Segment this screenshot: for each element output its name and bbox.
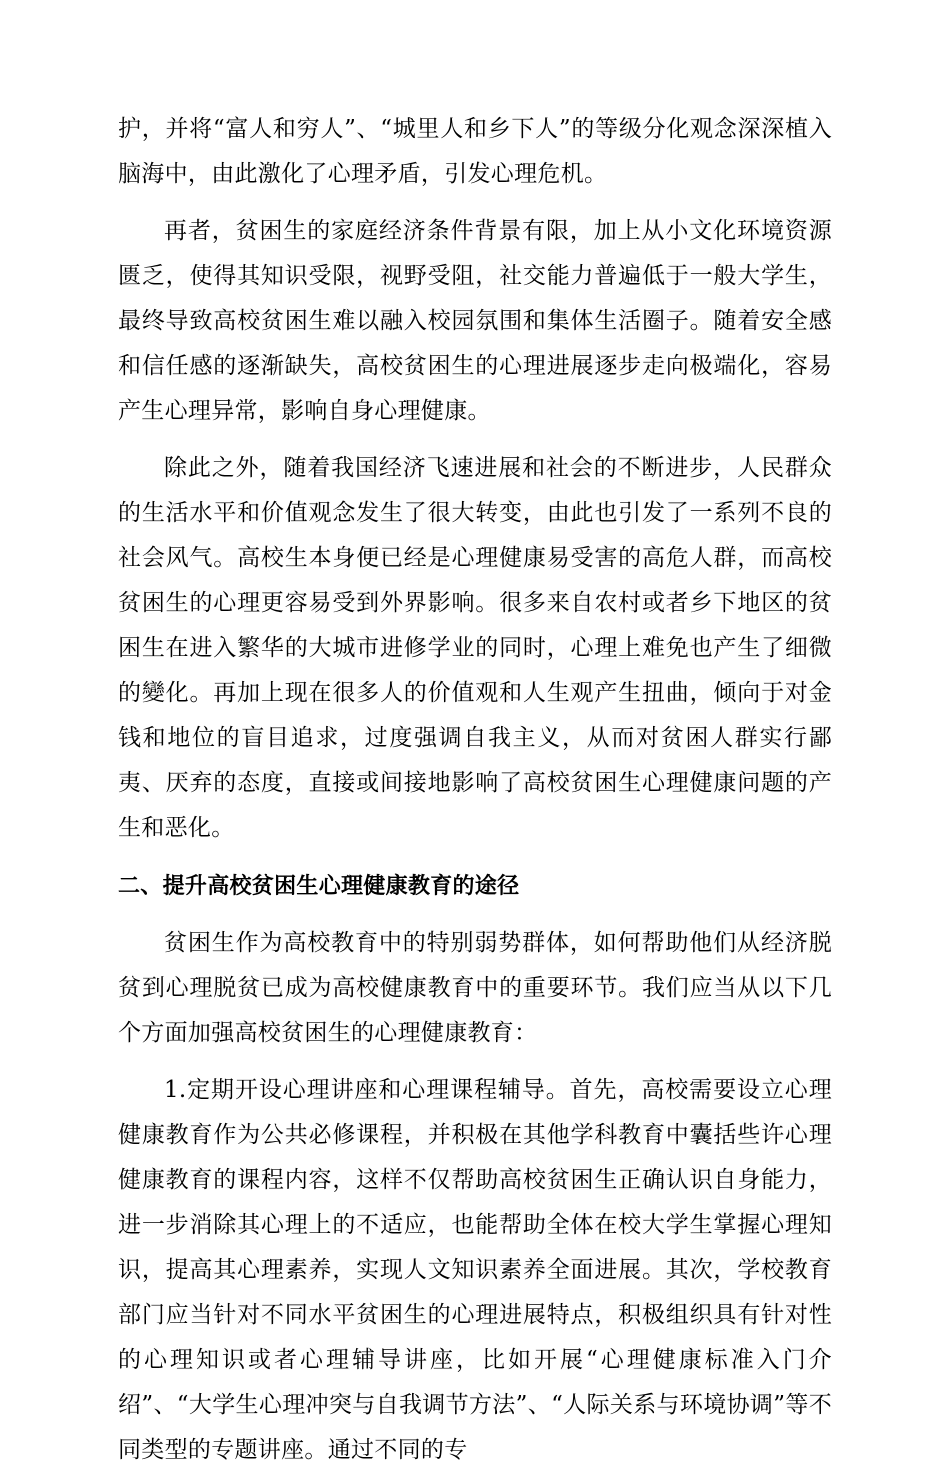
heading-spacer [118,851,832,864]
paragraph-intro: 贫困生作为高校教育中的特别弱势群体，如何帮助他们从经济脱贫到心理脱贫已成为高校健康教育中的重要环节。我们应当从以下几个方面加强高校贫困生的心理健康教育： [118,930,832,1046]
section-heading: 二、提升高校贫困生心理健康教育的途径 [118,874,520,899]
paragraph-spacer [118,1056,832,1068]
paragraph-item-1: 1.定期开设心理讲座和心理课程辅导。首先，高校需要设立心理健康教育作为公共必修课程，并积极在其他学科教育中囊括些许心理健康教育的课程内容，这样不仅帮助高校贫困生正确认识自身能力，进一步消除其心理上的不适应，也能帮助全体在校大学生掌握心理知识，提高其心理素养，实现人文知识素养全面进展。其次，学校教育部门应当针对不同水平贫困生的心理进展特点，积极组织具有针对性的心理知识或者心理辅导讲座，比如开展“心理健康标准入门介绍”、“大学生心理冲突与自我调节方法”、“人际关系与环境协调”等不同类型的专题讲座。通过不同的专 [118,1077,832,1463]
document-body [118,107,832,1473]
paragraph-spacer [118,434,832,446]
paragraph-besides: 除此之外，随着我国经济飞速进展和社会的不断进步，人民群众的生活水平和价值观念发生了很大转变，由此也引发了一系列不良的社会风气。高校生本身便已经是心理健康易受害的高危人群，而高校贫困生的心理更容易受到外界影响。很多来自农村或者乡下地区的贫困生在进入繁华的大城市进修学业的同时，心理上难免也产生了细微的變化。再加上现在很多人的价值观和人生观产生扭曲，倾向于对金钱和地位的盲目追求，过度强调自我主义，从而对贫困人群实行鄙夷、厌弃的态度，直接或间接地影响了高校贫困生心理健康问题的产生和恶化。 [118,455,832,841]
paragraph-furthermore: 再者，贫困生的家庭经济条件背景有限，加上从小文化环境资源匮乏，使得其知识受限，视野受阻，社交能力普遍低于一般大学生，最终导致高校贫困生难以融入校园氛围和集体生活圈子。随着安全感和信任感的逐渐缺失，高校贫困生的心理进展逐步走向极端化，容易产生心理异常，影响自身心理健康。 [118,218,832,424]
paragraph-continued: 护，并将“富人和穷人”、“城里人和乡下人”的等级分化观念深深植入脑海中，由此激化了心理矛盾，引发心理危机。 [118,116,832,187]
paragraph-spacer [118,909,832,921]
paragraph-spacer [118,197,832,209]
